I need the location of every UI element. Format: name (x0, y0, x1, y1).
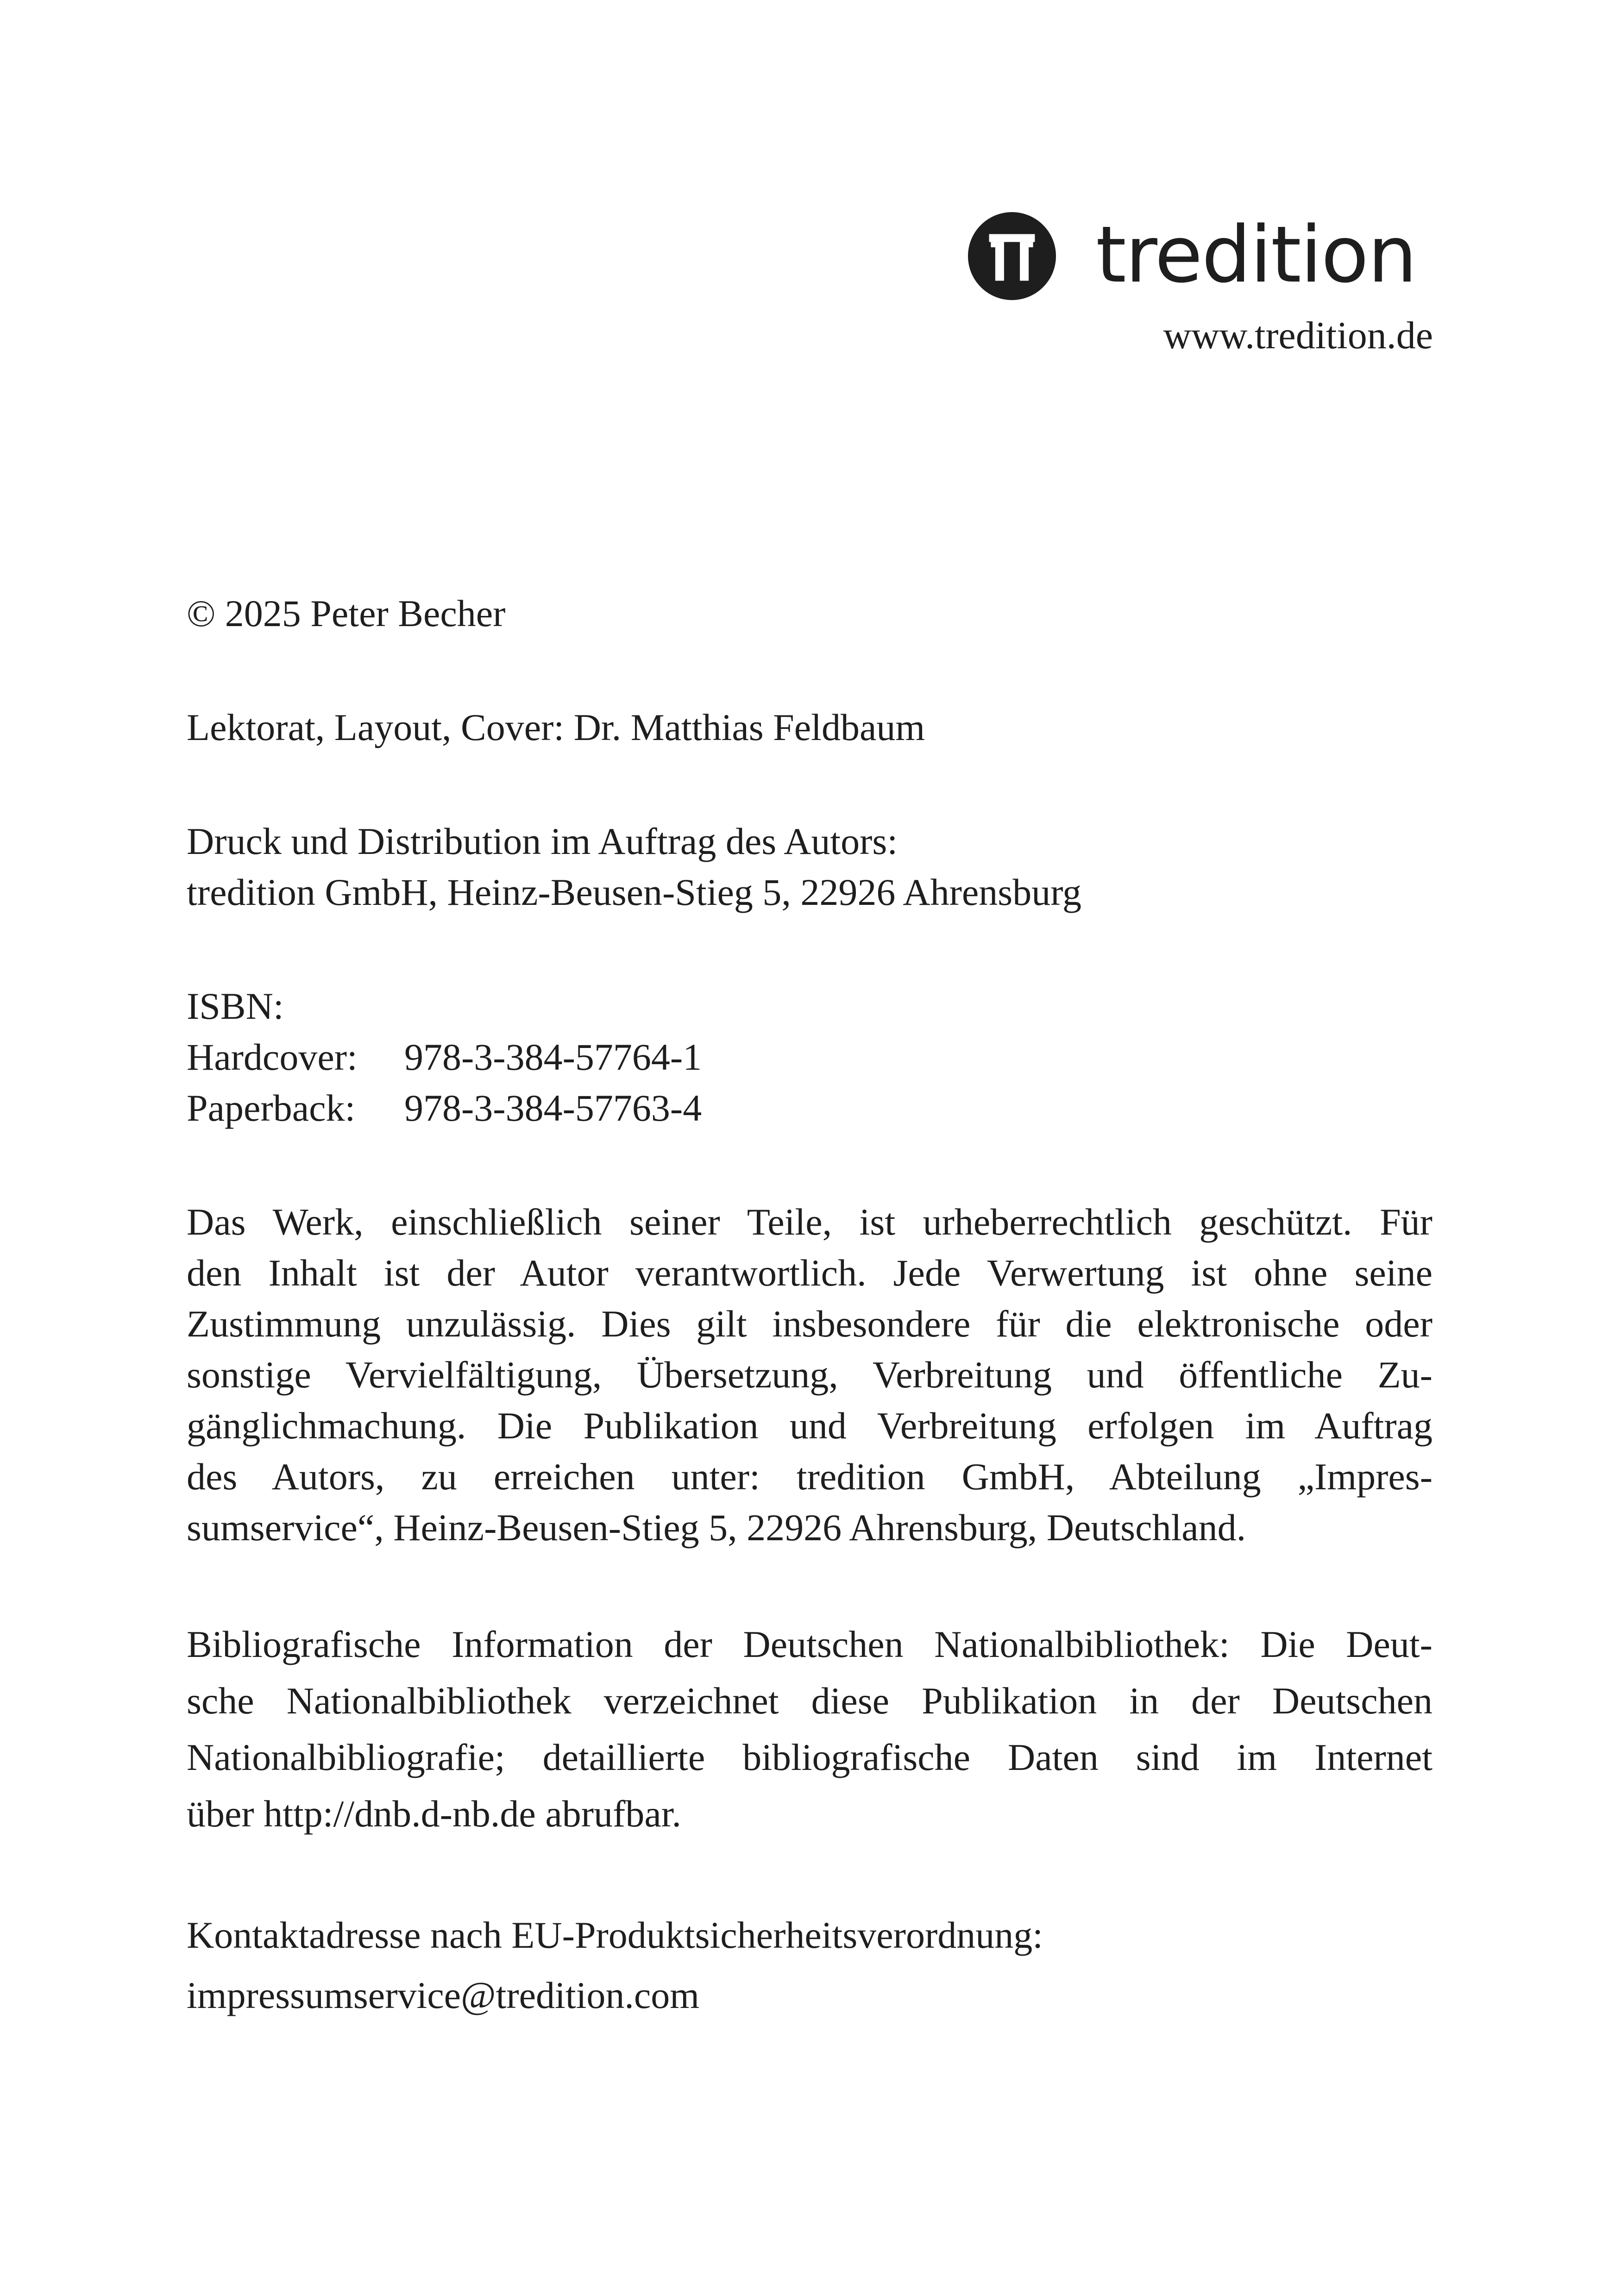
legal-line: des Autors, zu erreichen unter: tredition GmbH, Abteilung „Impres- (187, 1455, 1433, 1498)
isbn-value: 978-3-384-57763-4 (404, 1087, 702, 1129)
bibliographic-notice (187, 1616, 1433, 1842)
contact-heading: Kontaktadresse nach EU-Produktsicherheitsverordnung: (187, 1914, 1043, 1956)
legal-line: gänglichmachung. Die Publikation und Verbreitung erfolgen im Auftrag (187, 1405, 1433, 1447)
legal-line: Das Werk, einschließlich seiner Teile, ist urheberrechtlich geschützt. Für (187, 1201, 1433, 1243)
isbn-block (187, 981, 1433, 1134)
isbn-label: Hardcover: (187, 1036, 358, 1078)
imprint-content (187, 588, 1433, 2026)
bibliographic-line: Bibliografische Information der Deutschen Nationalbibliothek: Die Deut- (187, 1623, 1433, 1665)
contact-block (187, 1905, 1433, 2026)
isbn-heading: ISBN: (187, 985, 284, 1027)
publisher-logo (968, 204, 1431, 310)
tredition-logo-icon (968, 212, 1056, 300)
legal-line: sumservice“, Heinz-Beusen-Stieg 5, 22926 Ahrensburg, Deutschland. (187, 1506, 1246, 1549)
print-distribution (187, 816, 1433, 918)
isbn-row (187, 1032, 1433, 1083)
legal-notice (187, 1197, 1433, 1553)
legal-line: sonstige Vervielfältigung, Übersetzung, Verbreitung und öffentliche Zu- (187, 1354, 1433, 1396)
bibliographic-line: sche Nationalbibliothek verzeichnet diese Publikation in der Deutschen (187, 1680, 1433, 1722)
legal-line: den Inhalt ist der Autor verantwortlich. Jede Verwertung ist ohne seine (187, 1252, 1433, 1294)
publisher-url[interactable]: www.tredition.de (1163, 314, 1433, 357)
isbn-label: Paperback: (187, 1087, 356, 1129)
copyright-line: © 2025 Peter Becher (187, 592, 506, 634)
isbn-row (187, 1083, 1433, 1134)
bibliographic-line: Nationalbibliografie; detaillierte bibliografische Daten sind im Internet (187, 1736, 1433, 1778)
print-line-2: tredition GmbH, Heinz-Beusen-Stieg 5, 22926 Ahrensburg (187, 871, 1082, 913)
isbn-value: 978-3-384-57764-1 (404, 1036, 702, 1078)
credits-line: Lektorat, Layout, Cover: Dr. Matthias Feldbaum (187, 706, 925, 748)
bibliographic-line: über http://dnb.d-nb.de abrufbar. (187, 1793, 682, 1835)
legal-line: Zustimmung unzulässig. Dies gilt insbesondere für die elektronische oder (187, 1303, 1433, 1345)
print-line-1: Druck und Distribution im Auftrag des Autors: (187, 820, 898, 862)
contact-email[interactable]: impressumservice@tredition.com (187, 1974, 700, 2016)
brand-wordmark: tredition (1096, 209, 1416, 300)
